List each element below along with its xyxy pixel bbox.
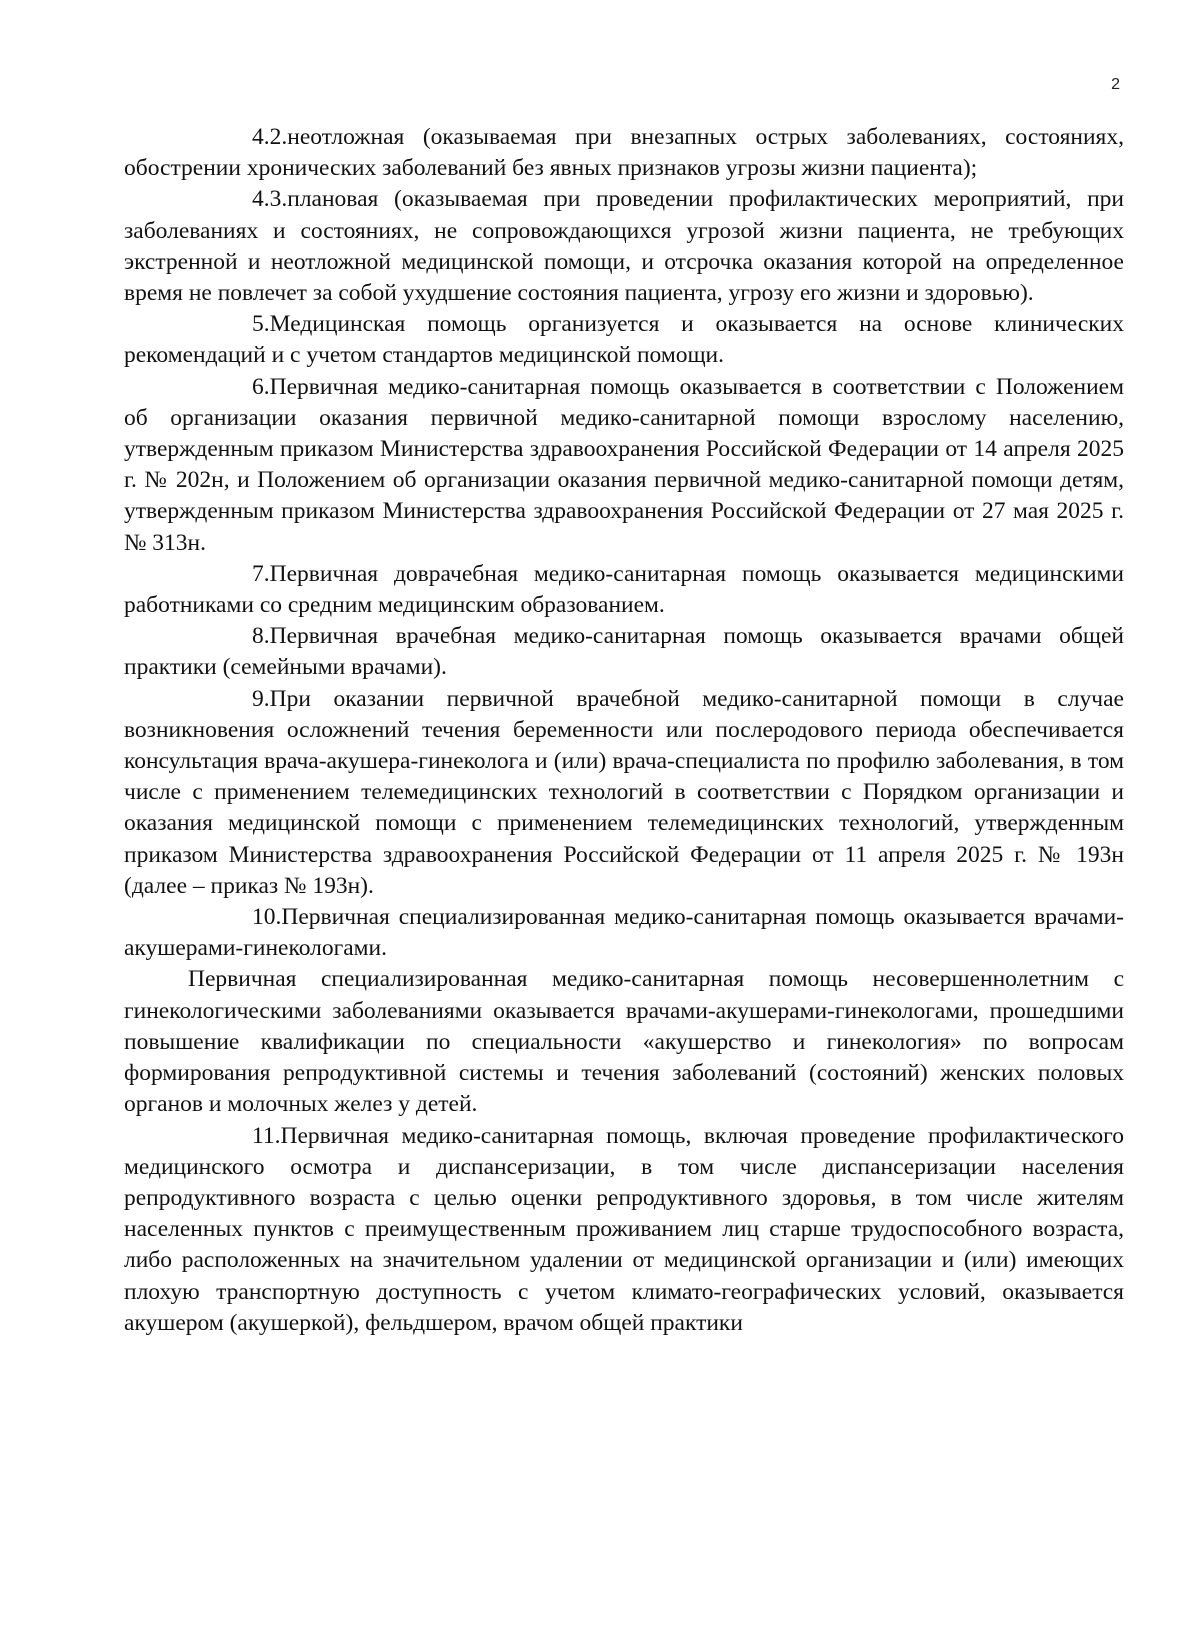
paragraph-text: Первичная специализированная медико-санитарная помощь оказывается врачами-акушерами-гинекологами.	[124, 904, 1124, 962]
paragraph-number: 9.	[252, 685, 270, 712]
paragraph-11	[124, 1121, 1124, 1339]
paragraph-number: 4.3.	[252, 186, 288, 213]
paragraph-7	[124, 559, 1124, 621]
paragraph-number: 4.2.	[252, 124, 288, 150]
paragraph-text: Первичная медико-санитарная помощь оказывается в соответствии с Положением об организации оказания первичной медико-санитарной помощи взрослому населению, утвержденным приказом Министерства здравоохранения Российской Федерации от 14 апреля 2025 г. № 202н, и Положением об организации оказания первичной медико-санитарной помощи детям, утвержденным приказом Министерства здравоохранения Российской Федерации от 27 мая 2025 г. № 313н.	[124, 373, 1124, 556]
paragraph-number: 7.	[252, 560, 270, 587]
paragraph-text: Первичная медико-санитарная помощь, включая проведение профилактического медицинского осмотра и диспансеризации, в том числе диспансеризации населения репродуктивного возраста с целью оценки репродуктивного здоровья, в том числе жителям населенных пунктов с преимущественным проживанием лиц старше трудоспособного возраста, либо расположенных на значительном удалении от медицинской организации и (или) имеющих плохую транспортную доступность с учетом климато-географических условий, оказывается акушером (акушеркой), фельдшером, врачом общей практики	[124, 1122, 1124, 1336]
paragraph-text: При оказании первичной врачебной медико-санитарной помощи в случае возникновения осложнений течения беременности или послеродового периода обеспечивается консультация врача-акушера-гинеколога и (или) врача-специалиста по профилю заболевания, в том числе с применением телемедицинских технологий в соответствии с Порядком организации и оказания медицинской помощи с применением телемедицинских технологий, утвержденным приказом Министерства здравоохранения Российской Федерации от 11 апреля 2025 г. № 193н (далее – приказ № 193н).	[124, 685, 1124, 899]
paragraph-text: Первичная врачебная медико-санитарная помощь оказывается врачами общей практики (семейными врачами).	[124, 623, 1124, 681]
paragraph-8	[124, 621, 1124, 683]
paragraph-5	[124, 309, 1124, 371]
paragraph-number: 10.	[252, 904, 282, 931]
paragraph-number: 5.	[252, 311, 270, 338]
paragraph-number: 11.	[252, 1122, 281, 1149]
paragraph-9	[124, 684, 1124, 902]
page-number: 2	[1111, 76, 1120, 93]
paragraph-4-2	[124, 122, 1124, 184]
paragraph-text: Первичная доврачебная медико-санитарная помощь оказывается медицинскими работниками со средним медицинским образованием.	[124, 560, 1124, 619]
paragraph-4-3	[124, 184, 1124, 309]
paragraph-number: 6.	[252, 373, 270, 400]
paragraph-text: неотложная (оказываемая при внезапных острых заболеваниях, состояниях, обострении хронических заболеваний без явных признаков угрозы жизни пациента);	[124, 124, 1124, 182]
paragraph-text: плановая (оказываемая при проведении профилактических мероприятий, при заболеваниях и состояниях, не сопровождающихся угрозой жизни пациента, не требующих экстренной и неотложной медицинской помощи, и отсрочка оказания которой на определенное время не повлечет за собой ухудшение состояния пациента, угрозу его жизни и здоровью).	[124, 186, 1124, 307]
paragraph-10-continued	[124, 964, 1124, 1120]
paragraph-text: Медицинская помощь организуется и оказывается на основе клинических рекомендаций и с учетом стандартов медицинской помощи.	[124, 311, 1124, 369]
paragraph-text: Первичная специализированная медико-санитарная помощь несовершеннолетним с гинекологическими заболеваниями оказывается врачами-акушерами-гинекологами, прошедшими повышение квалификации по специальности «акушерство и гинекология» по вопросам формирования репродуктивной системы и течения заболеваний (состояний) женских половых органов и молочных желез у детей.	[124, 966, 1124, 1118]
paragraph-number: 8.	[252, 623, 270, 650]
paragraph-10	[124, 902, 1124, 964]
document-body	[124, 122, 1124, 1339]
paragraph-6	[124, 372, 1124, 559]
